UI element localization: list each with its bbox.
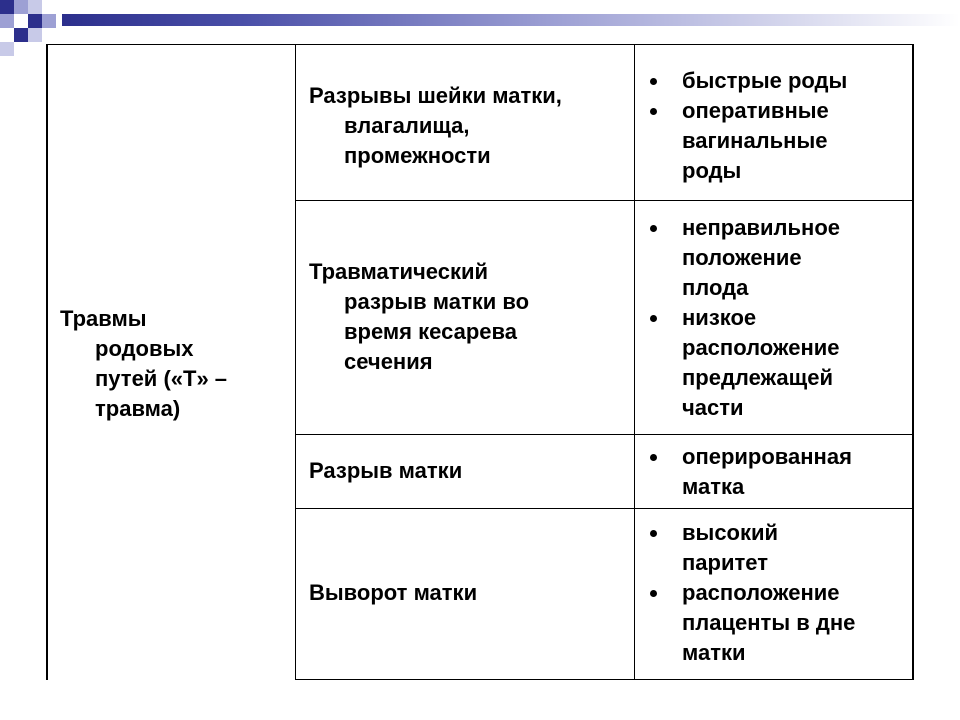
corner-square (28, 14, 42, 28)
corner-square (0, 0, 14, 14)
corner-square (14, 14, 28, 28)
table-border (46, 44, 914, 45)
factor-list (644, 442, 852, 502)
corner-square (14, 0, 28, 14)
condition-line: Выворот матки (309, 580, 478, 605)
factor-item: неправильное положение плода (644, 213, 840, 303)
table-border (912, 44, 914, 680)
table-border (46, 44, 48, 680)
condition-line: разрыв матки во (344, 289, 530, 314)
condition-line: время кесарева (344, 319, 517, 344)
table-border (296, 434, 914, 435)
factor-item: высокий паритет (644, 518, 855, 578)
table-border (295, 44, 296, 680)
category-line: родовых (95, 336, 194, 361)
factor-item: расположение плаценты в дне матки (644, 578, 855, 668)
factor-list (644, 213, 840, 423)
factor-list (644, 66, 847, 186)
table-border (296, 508, 914, 509)
corner-square (0, 14, 14, 28)
table-border (634, 44, 635, 680)
condition-line: Травматический (309, 259, 489, 284)
category-line: травма) (95, 396, 181, 421)
factor-item: низкое расположение предлежащей части (644, 303, 840, 423)
category-line: путей («Т» – (95, 366, 228, 391)
factor-item: оперативные вагинальные роды (644, 96, 847, 186)
condition-cell (309, 578, 477, 608)
factor-item: быстрые роды (644, 66, 847, 96)
category-line: Травмы (60, 306, 147, 331)
corner-square (14, 28, 28, 42)
factor-item: оперированная матка (644, 442, 852, 502)
corner-square (28, 0, 42, 14)
condition-line: сечения (344, 349, 433, 374)
condition-line: влагалища, (344, 113, 470, 138)
table-border (296, 200, 914, 201)
category-cell (60, 304, 227, 424)
corner-square (28, 28, 42, 42)
factor-list (644, 518, 855, 668)
condition-line: Разрывы шейки матки, (309, 83, 562, 108)
condition-line: Разрыв матки (309, 458, 463, 483)
table-border (296, 679, 914, 680)
condition-cell (309, 456, 462, 486)
corner-square (0, 42, 14, 56)
header-gradient-bar (62, 14, 960, 26)
condition-cell (309, 81, 562, 171)
condition-line: промежности (344, 143, 491, 168)
condition-cell (309, 257, 529, 377)
corner-square (42, 14, 56, 28)
